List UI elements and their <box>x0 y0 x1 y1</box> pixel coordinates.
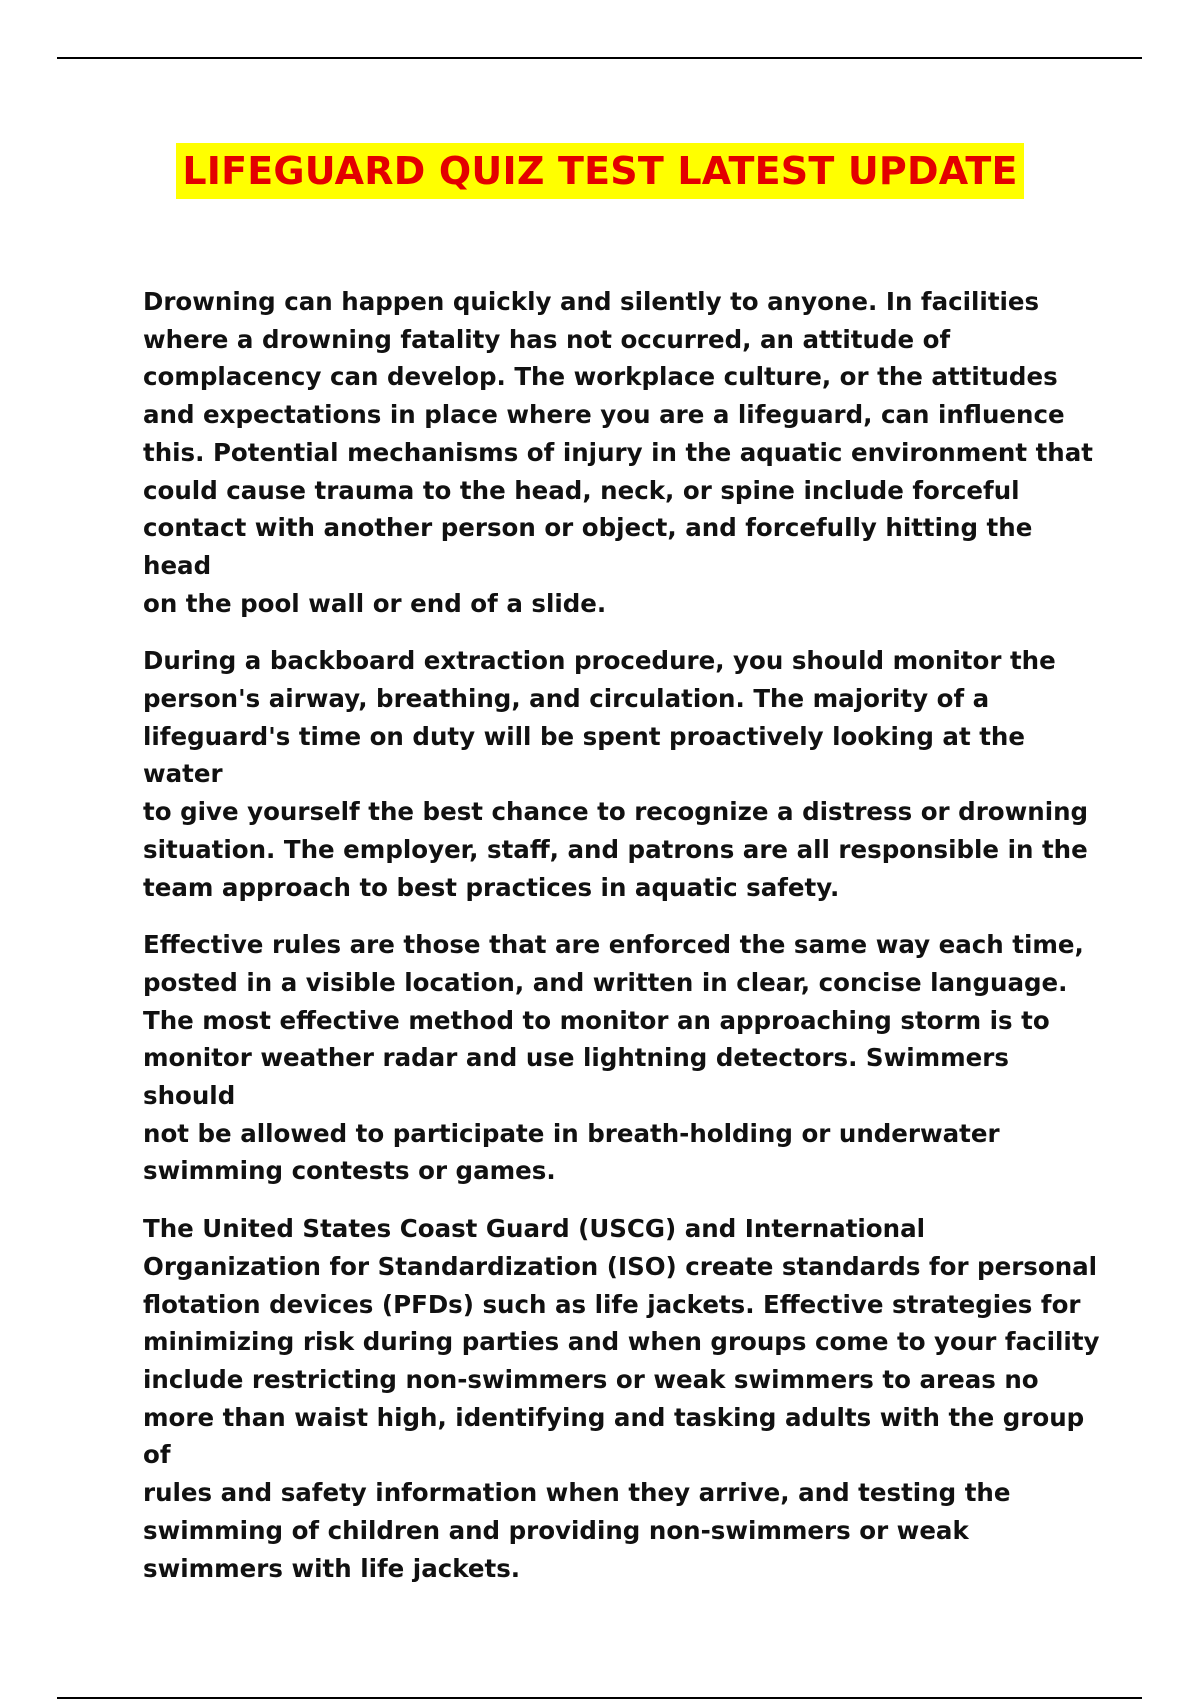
paragraph-backboard: During a backboard extraction procedure, you should monitor the person's airway, breathing, and circulation. The majority of a lifeguard's time on duty will be spent proactively looking at the water to give yourself the best chance to recognize a distress or drowning situation. The employer, staff, and patrons are all responsible in the team approach to best practices in aquatic safety. <box>143 646 1089 902</box>
document-title: LIFEGUARD QUIZ TEST LATEST UPDATE <box>176 143 1023 199</box>
paragraph-rules: Effective rules are those that are enforced the same way each time, posted in a visible location, and written in clear, concise language. The most effective method to monitor an approaching storm is to monitor weather radar and use lightning detectors. Swimmers should not be allowed to participate in breath-holding or underwater swimming contests or games. <box>143 930 1084 1186</box>
title-container <box>0 143 1200 199</box>
paragraph-pfd: The United States Coast Guard (USCG) and International Organization for Standardization (ISO) create standards for personal flotation devices (PFDs) such as life jackets. Effective strategies for minimizing risk during parties and when groups come to your facility include restricting non-swimmers or weak swimmers to areas no more than waist high, identifying and tasking adults with the group of rules and safety information when they arrive, and testing the swimming of children and providing non-swimmers or weak swimmers with life jackets. <box>143 1214 1100 1583</box>
bottom-rule <box>57 1697 1142 1699</box>
paragraph-drowning: Drowning can happen quickly and silently to anyone. In facilities where a drowning fatality has not occurred, an attitude of complacency can develop. The workplace culture, or the attitudes and expectations in place where you are a lifeguard, can influence this. Potential mechanisms of injury in the aquatic environment that could cause trauma to the head, neck, or spine include forceful contact with another person or object, and forcefully hitting the head on the pool wall or end of a slide. <box>143 287 1093 618</box>
top-rule <box>57 57 1142 59</box>
document-body <box>143 283 1103 1607</box>
